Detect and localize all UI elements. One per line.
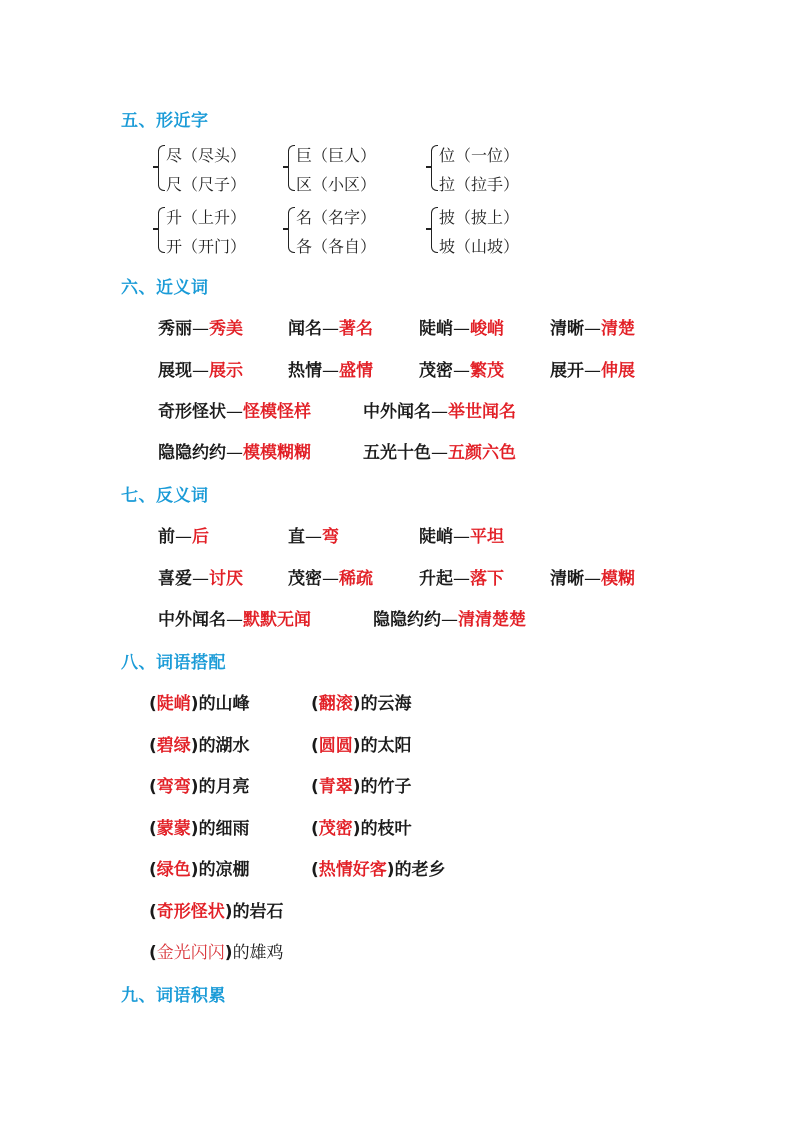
collocation-item: (弯弯)的月亮 bbox=[149, 777, 250, 797]
antonym-pair: 隐隐约约—清清楚楚 bbox=[373, 610, 526, 630]
collocation-item: (茂密)的枝叶 bbox=[311, 819, 412, 839]
char-line: 尺（尺子） bbox=[166, 175, 247, 194]
char-line: 披（披上） bbox=[439, 208, 520, 227]
char-line: 拉（拉手） bbox=[439, 175, 520, 194]
collocation-item: (圆圆)的太阳 bbox=[311, 736, 412, 756]
brace-icon bbox=[288, 207, 295, 253]
synonym-pair: 闻名—著名 bbox=[288, 319, 373, 339]
collocation-item: (金光闪闪)的雄鸡 bbox=[149, 943, 284, 963]
brace-icon bbox=[288, 145, 295, 191]
synonym-pair: 秀丽—秀美 bbox=[158, 319, 243, 339]
synonym-pair: 奇形怪状—怪模怪样 bbox=[158, 402, 311, 422]
char-line: 名（名字） bbox=[296, 208, 377, 227]
char-line: 开（开门） bbox=[166, 237, 247, 256]
synonym-pair: 清晰—清楚 bbox=[550, 319, 635, 339]
char-line: 巨（巨人） bbox=[296, 146, 377, 165]
synonym-pair: 热情—盛情 bbox=[288, 361, 373, 381]
antonym-pair: 陡峭—平坦 bbox=[419, 527, 504, 547]
collocation-item: (翻滚)的云海 bbox=[311, 694, 412, 714]
synonym-pair: 展现—展示 bbox=[158, 361, 243, 381]
synonym-pair: 中外闻名—举世闻名 bbox=[363, 402, 516, 422]
synonym-pair: 隐隐约约—模模糊糊 bbox=[158, 443, 311, 463]
collocation-item: (青翠)的竹子 bbox=[311, 777, 412, 797]
char-line: 各（各自） bbox=[296, 237, 377, 256]
antonym-pair: 喜爱—讨厌 bbox=[158, 569, 243, 589]
section-heading-synonyms: 六、近义词 bbox=[121, 278, 209, 298]
antonym-pair: 中外闻名—默默无闻 bbox=[158, 610, 311, 630]
section-heading-antonyms: 七、反义词 bbox=[121, 486, 209, 506]
collocation-item: (碧绿)的湖水 bbox=[149, 736, 250, 756]
collocation-item: (绿色)的凉棚 bbox=[149, 860, 250, 880]
synonym-pair: 五光十色—五颜六色 bbox=[363, 443, 516, 463]
collocation-item: (热情好客)的老乡 bbox=[311, 860, 446, 880]
collocation-item: (陡峭)的山峰 bbox=[149, 694, 250, 714]
section-heading-similar-chars: 五、形近字 bbox=[121, 111, 209, 131]
char-line: 区（小区） bbox=[296, 175, 377, 194]
synonym-pair: 展开—伸展 bbox=[550, 361, 635, 381]
synonym-pair: 陡峭—峻峭 bbox=[419, 319, 504, 339]
char-line: 位（一位） bbox=[439, 146, 520, 165]
antonym-pair: 直—弯 bbox=[288, 527, 339, 547]
section-heading-vocabulary: 九、词语积累 bbox=[121, 986, 226, 1006]
char-line: 坡（山坡） bbox=[439, 237, 520, 256]
antonym-pair: 茂密—稀疏 bbox=[288, 569, 373, 589]
collocation-item: (蒙蒙)的细雨 bbox=[149, 819, 250, 839]
antonym-pair: 升起—落下 bbox=[419, 569, 504, 589]
brace-icon bbox=[431, 207, 438, 253]
brace-icon bbox=[158, 207, 165, 253]
brace-icon bbox=[431, 145, 438, 191]
char-line: 尽（尽头） bbox=[166, 146, 247, 165]
char-line: 升（上升） bbox=[166, 208, 247, 227]
synonym-pair: 茂密—繁茂 bbox=[419, 361, 504, 381]
collocation-item: (奇形怪状)的岩石 bbox=[149, 902, 284, 922]
brace-icon bbox=[158, 145, 165, 191]
antonym-pair: 前—后 bbox=[158, 527, 209, 547]
section-heading-collocations: 八、词语搭配 bbox=[121, 653, 226, 673]
antonym-pair: 清晰—模糊 bbox=[550, 569, 635, 589]
